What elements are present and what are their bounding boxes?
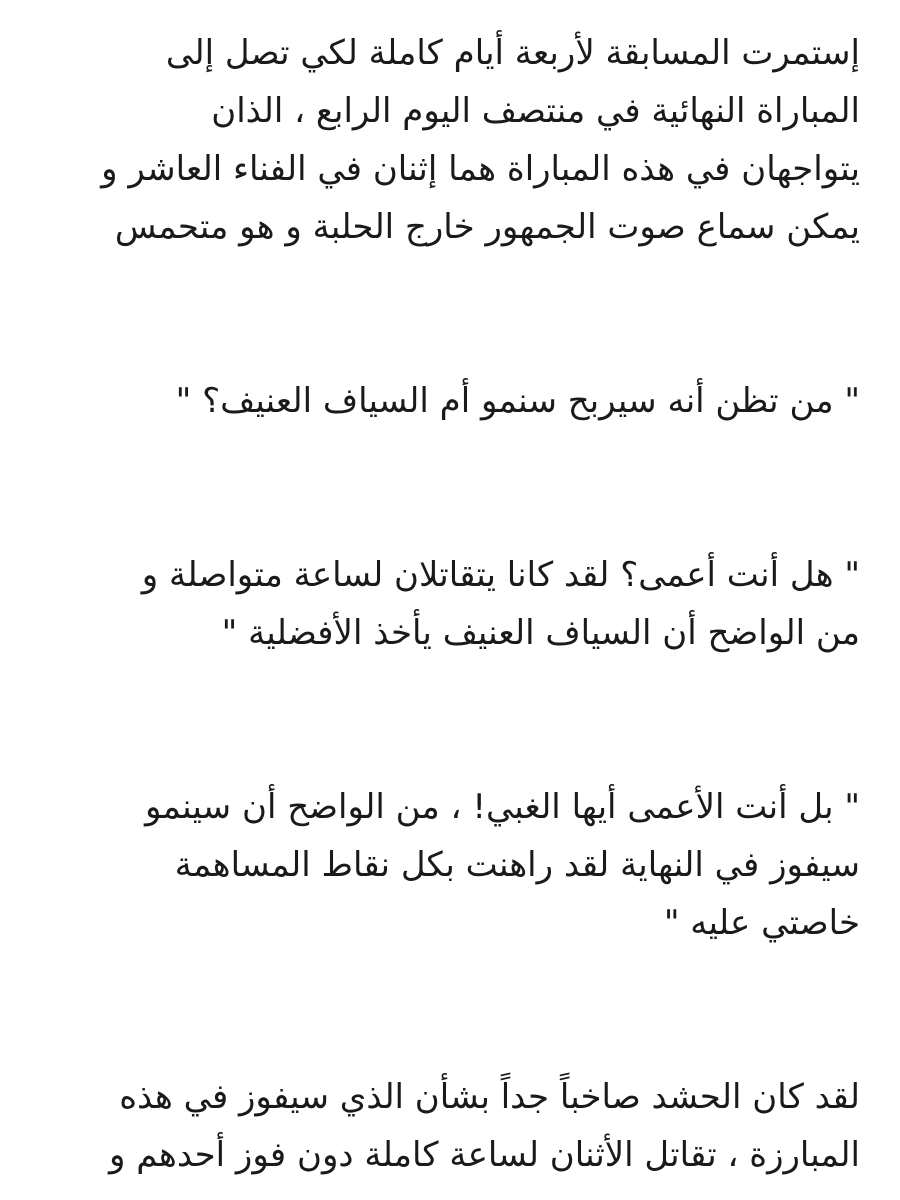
- paragraph-dialogue-1: " من تظن أنه سيربح سنمو أم السياف العنيف؟ ": [175, 381, 860, 421]
- paragraph-narration-2: لقد كان الحشد صاخباً جداً بشأن الذي سيفوز في هذه المبارزة ، تقاتل الأثنان لساعة كاملة دون فوز أحدهم و: [109, 1077, 860, 1175]
- paragraph-dialogue-3: " بل أنت الأعمى أيها الغبي! ، من الواضح أن سينمو سيفوز في النهاية لقد راهنت بكل نقاط المساهمة خاصتي عليه ": [144, 787, 860, 943]
- paragraph-dialogue-2: " هل أنت أعمى؟ لقد كانا يتقاتلان لساعة متواصلة و من الواضح أن السياف العنيف يأخذ الأفضلية ": [141, 555, 860, 653]
- paragraph-narration-1: إستمرت المسابقة لأربعة أيام كاملة لكي تصل إلى المباراة النهائية في منتصف اليوم الرابع ، الذان يتواجهان في هذه المباراة هما إثنان في الفناء العاشر و يمكن سماع صوت الجمهور خارج الحلبة و هو متحمس: [101, 33, 860, 247]
